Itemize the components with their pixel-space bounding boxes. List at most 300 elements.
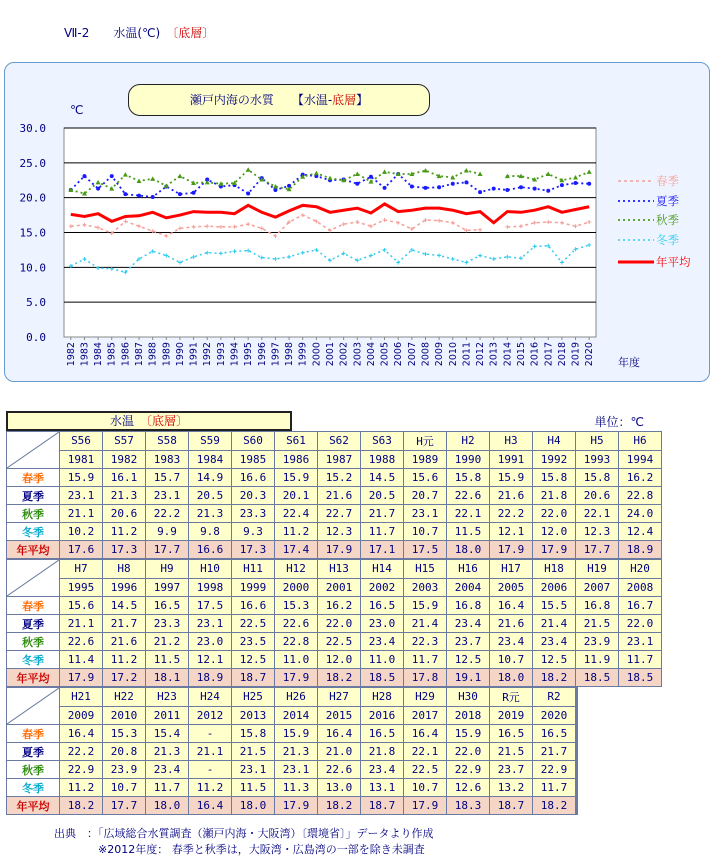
value-cell: 23.9 <box>103 761 146 779</box>
value-cell: 11.2 <box>103 651 146 669</box>
data-point-summer <box>437 185 441 189</box>
value-cell: 22.4 <box>275 505 318 523</box>
empty-cell <box>577 743 578 761</box>
era-header: S63 <box>361 432 404 451</box>
value-cell: 23.3 <box>146 615 189 633</box>
year-header: 2007 <box>576 578 619 597</box>
season-label: 年平均 <box>7 669 60 687</box>
value-cell: 22.7 <box>318 505 361 523</box>
x-tick-label: 1998 <box>284 342 296 367</box>
era-header: H29 <box>404 688 447 707</box>
year-header: 1988 <box>361 450 404 469</box>
value-cell: 15.9 <box>447 725 490 743</box>
value-cell: 20.1 <box>275 487 318 505</box>
value-cell: 18.5 <box>619 669 662 687</box>
value-cell: 22.6 <box>318 761 361 779</box>
season-label: 秋季 <box>7 505 60 523</box>
x-tick-label: 2018 <box>556 342 568 367</box>
value-cell: 21.8 <box>361 743 404 761</box>
data-point-summer <box>369 175 373 179</box>
value-cell: 17.2 <box>103 669 146 687</box>
value-cell: 12.3 <box>576 523 619 541</box>
value-cell: 15.6 <box>60 597 103 615</box>
value-cell: 18.1 <box>146 669 189 687</box>
source-note <box>54 826 434 858</box>
year-header: 2009 <box>60 706 103 725</box>
value-cell: 22.1 <box>576 505 619 523</box>
table-row <box>7 743 578 761</box>
data-table-block <box>6 559 662 687</box>
year-header: 1984 <box>189 450 232 469</box>
year-header: 2017 <box>404 706 447 725</box>
value-cell: 9.8 <box>189 523 232 541</box>
value-cell: 15.2 <box>318 469 361 487</box>
value-cell: 17.7 <box>146 541 189 559</box>
value-cell: 20.3 <box>232 487 275 505</box>
x-tick-label: 1991 <box>188 342 200 367</box>
value-cell: 9.9 <box>146 523 189 541</box>
x-tick-label: 2010 <box>447 342 459 367</box>
era-header: H17 <box>490 560 533 579</box>
value-cell: 22.5 <box>404 761 447 779</box>
value-cell: 21.1 <box>60 615 103 633</box>
table-row <box>7 651 662 669</box>
value-cell: 16.2 <box>619 469 662 487</box>
data-point-summer <box>505 188 509 192</box>
value-cell: 23.4 <box>361 633 404 651</box>
data-point-summer <box>246 191 250 195</box>
table-header <box>4 411 714 431</box>
value-cell: 20.6 <box>576 487 619 505</box>
value-cell: 23.0 <box>361 615 404 633</box>
table-row <box>7 615 662 633</box>
year-header: 2014 <box>275 706 318 725</box>
value-cell: 22.0 <box>318 615 361 633</box>
value-cell: 17.9 <box>60 669 103 687</box>
era-header: H2 <box>447 432 490 451</box>
value-cell: 18.0 <box>232 797 275 815</box>
value-cell: 13.1 <box>361 779 404 797</box>
value-cell: 15.9 <box>404 597 447 615</box>
x-tick-label: 2011 <box>461 342 473 367</box>
table-row <box>7 779 578 797</box>
era-header: H26 <box>275 688 318 707</box>
value-cell: 14.5 <box>103 597 146 615</box>
season-label: 年平均 <box>7 797 60 815</box>
era-header: H15 <box>404 560 447 579</box>
value-cell: 21.7 <box>533 743 576 761</box>
era-header: H元 <box>404 432 447 451</box>
x-tick-label: 1984 <box>93 342 105 367</box>
year-header: 2019 <box>490 706 533 725</box>
value-cell: 16.2 <box>318 597 361 615</box>
x-tick-label: 2008 <box>420 342 432 367</box>
value-cell: 11.2 <box>60 779 103 797</box>
value-cell: 16.8 <box>447 597 490 615</box>
page-title-main: Ⅶ-2 水温(℃) <box>64 26 173 40</box>
data-point-summer <box>383 186 387 190</box>
era-header: S61 <box>275 432 318 451</box>
value-cell: 23.1 <box>189 615 232 633</box>
value-cell: 15.8 <box>232 725 275 743</box>
legend-label-winter: 冬季 <box>656 233 679 247</box>
value-cell: 21.8 <box>533 487 576 505</box>
value-cell: 16.7 <box>619 597 662 615</box>
value-cell: 18.0 <box>490 669 533 687</box>
value-cell: 20.7 <box>404 487 447 505</box>
data-point-summer <box>151 195 155 199</box>
value-cell: 22.1 <box>404 743 447 761</box>
x-tick-label: 1982 <box>65 342 77 367</box>
value-cell: 21.1 <box>189 743 232 761</box>
value-cell: 23.7 <box>447 633 490 651</box>
value-cell: 16.6 <box>189 541 232 559</box>
value-cell: 12.3 <box>318 523 361 541</box>
value-cell: 23.5 <box>232 633 275 651</box>
year-header: 1991 <box>490 450 533 469</box>
value-cell: 10.7 <box>103 779 146 797</box>
year-header: 2010 <box>103 706 146 725</box>
data-point-summer <box>519 185 523 189</box>
value-cell: 22.6 <box>447 487 490 505</box>
data-tables <box>4 431 714 815</box>
data-point-summer <box>410 185 414 189</box>
value-cell: 15.5 <box>533 597 576 615</box>
data-point-summer <box>192 191 196 195</box>
legend-label-autumn: 秋季 <box>656 213 679 227</box>
x-tick-label: 1992 <box>202 342 214 367</box>
era-header: R2 <box>533 688 576 707</box>
value-cell: 23.4 <box>146 761 189 779</box>
x-tick-label: 2001 <box>325 342 336 367</box>
value-cell: 9.3 <box>232 523 275 541</box>
value-cell: 22.8 <box>275 633 318 651</box>
year-header: 2003 <box>404 578 447 597</box>
season-label: 春季 <box>7 725 60 743</box>
year-header: 2002 <box>361 578 404 597</box>
y-tick-label: 30.0 <box>19 122 46 135</box>
unit-label: 単位：℃ <box>594 415 644 429</box>
value-cell: 21.2 <box>146 633 189 651</box>
value-cell: 12.5 <box>232 651 275 669</box>
era-header: H30 <box>447 688 490 707</box>
value-cell: 22.6 <box>60 633 103 651</box>
value-cell: 20.6 <box>103 505 146 523</box>
data-point-summer <box>82 174 86 178</box>
value-cell: 21.6 <box>318 487 361 505</box>
year-header: 2012 <box>189 706 232 725</box>
era-header: H22 <box>103 688 146 707</box>
value-cell: 23.1 <box>60 487 103 505</box>
value-cell: 18.7 <box>490 797 533 815</box>
value-cell: 20.5 <box>361 487 404 505</box>
value-cell: 23.4 <box>361 761 404 779</box>
table-title <box>6 411 292 431</box>
era-header: H3 <box>490 432 533 451</box>
value-cell: 17.9 <box>275 669 318 687</box>
value-cell: 23.1 <box>275 761 318 779</box>
value-cell: 13.0 <box>318 779 361 797</box>
value-cell: 16.5 <box>361 725 404 743</box>
x-tick-label: 2020 <box>584 342 596 367</box>
value-cell: 17.9 <box>275 797 318 815</box>
year-header: 1997 <box>146 578 189 597</box>
year-header: 1994 <box>619 450 662 469</box>
era-header: H10 <box>189 560 232 579</box>
year-header: 2004 <box>447 578 490 597</box>
year-header: 1987 <box>318 450 361 469</box>
value-cell: 16.4 <box>318 725 361 743</box>
season-label: 秋季 <box>7 761 60 779</box>
data-point-summer <box>273 188 277 192</box>
x-tick-label: 1995 <box>243 342 255 367</box>
x-tick-label: 1997 <box>270 342 282 367</box>
y-axis-label: ℃ <box>70 103 84 117</box>
value-cell: 19.1 <box>447 669 490 687</box>
value-cell: 16.8 <box>576 597 619 615</box>
value-cell: 16.4 <box>490 597 533 615</box>
era-header: H9 <box>146 560 189 579</box>
data-table-section <box>4 411 714 815</box>
era-header: H5 <box>576 432 619 451</box>
x-tick-label: 1990 <box>174 342 186 367</box>
data-point-summer <box>478 190 482 194</box>
x-tick-label: 2016 <box>529 342 541 367</box>
era-header: H4 <box>533 432 576 451</box>
value-cell: 21.3 <box>103 487 146 505</box>
value-cell: 22.3 <box>404 633 447 651</box>
value-cell: 20.8 <box>103 743 146 761</box>
year-header: 2020 <box>533 706 576 725</box>
x-tick-label: 1996 <box>256 342 268 367</box>
era-header: H21 <box>60 688 103 707</box>
table-row <box>7 487 662 505</box>
era-header: H28 <box>361 688 404 707</box>
value-cell: 21.5 <box>490 743 533 761</box>
era-header: H13 <box>318 560 361 579</box>
season-label: 年平均 <box>7 541 60 559</box>
value-cell: 22.0 <box>619 615 662 633</box>
value-cell: 22.8 <box>619 487 662 505</box>
era-header: H14 <box>361 560 404 579</box>
value-cell: 24.0 <box>619 505 662 523</box>
x-tick-label: 2002 <box>338 342 350 367</box>
value-cell: 23.0 <box>189 633 232 651</box>
value-cell: 11.5 <box>232 779 275 797</box>
x-tick-label: 2014 <box>502 342 514 367</box>
data-point-summer <box>423 186 427 190</box>
value-cell: 23.4 <box>533 633 576 651</box>
year-header: 2013 <box>232 706 275 725</box>
table-row <box>7 669 662 687</box>
data-point-summer <box>123 192 127 196</box>
season-label: 冬季 <box>7 651 60 669</box>
data-point-summer <box>178 192 182 196</box>
value-cell: 16.5 <box>490 725 533 743</box>
empty-cell <box>577 761 578 779</box>
value-cell: 18.7 <box>361 797 404 815</box>
x-axis-label: 年度 <box>618 356 640 369</box>
value-cell: 12.0 <box>533 523 576 541</box>
value-cell: 21.5 <box>576 615 619 633</box>
value-cell: 23.3 <box>232 505 275 523</box>
x-tick-label: 2009 <box>434 342 446 367</box>
table-row <box>7 541 662 559</box>
value-cell: 10.7 <box>490 651 533 669</box>
season-label: 秋季 <box>7 633 60 651</box>
value-cell: 11.0 <box>361 651 404 669</box>
x-tick-label: 1985 <box>106 342 118 367</box>
value-cell: 10.2 <box>60 523 103 541</box>
table-row <box>7 761 578 779</box>
value-cell: 14.5 <box>361 469 404 487</box>
year-header: 1981 <box>60 450 103 469</box>
value-cell: 11.0 <box>275 651 318 669</box>
value-cell: 13.2 <box>490 779 533 797</box>
value-cell: 23.4 <box>447 615 490 633</box>
value-cell: 11.2 <box>189 779 232 797</box>
value-cell: 17.9 <box>490 541 533 559</box>
value-cell: 22.0 <box>447 743 490 761</box>
era-header: H23 <box>146 688 189 707</box>
value-cell: 11.2 <box>275 523 318 541</box>
value-cell: 21.4 <box>533 615 576 633</box>
year-header: 2015 <box>318 706 361 725</box>
x-tick-label: 2006 <box>393 342 405 367</box>
table-corner <box>7 688 60 725</box>
data-point-summer <box>96 187 100 191</box>
value-cell: 23.1 <box>146 487 189 505</box>
year-header: 2001 <box>318 578 361 597</box>
value-cell: 22.2 <box>490 505 533 523</box>
value-cell: 16.4 <box>404 725 447 743</box>
value-cell: 17.3 <box>103 541 146 559</box>
year-header: 2006 <box>533 578 576 597</box>
table-row <box>7 505 662 523</box>
value-cell: 18.2 <box>533 797 576 815</box>
value-cell: 18.3 <box>447 797 490 815</box>
year-header: 1998 <box>189 578 232 597</box>
value-cell: 15.3 <box>275 597 318 615</box>
value-cell: 18.0 <box>146 797 189 815</box>
value-cell: 21.7 <box>103 615 146 633</box>
value-cell: 15.7 <box>146 469 189 487</box>
year-header: 1995 <box>60 578 103 597</box>
empty-cell <box>577 706 578 725</box>
x-tick-label: 2012 <box>475 342 487 367</box>
x-tick-label: 2007 <box>406 342 418 367</box>
data-point-summer <box>546 189 550 193</box>
era-header: R元 <box>490 688 533 707</box>
value-cell: 18.2 <box>318 797 361 815</box>
value-cell: 15.4 <box>146 725 189 743</box>
value-cell: 22.1 <box>447 505 490 523</box>
x-tick-label: 1989 <box>161 342 173 367</box>
season-label: 夏季 <box>7 615 60 633</box>
year-header: 1989 <box>404 450 447 469</box>
value-cell: 15.3 <box>103 725 146 743</box>
year-header: 2018 <box>447 706 490 725</box>
x-tick-label: 1988 <box>147 342 159 367</box>
value-cell: 21.6 <box>490 615 533 633</box>
era-header: H25 <box>232 688 275 707</box>
year-header: 2016 <box>361 706 404 725</box>
year-header: 2000 <box>275 578 318 597</box>
x-tick-label: 1994 <box>229 342 241 367</box>
value-cell: 22.5 <box>318 633 361 651</box>
chart-title-main: 瀬戸内海の水質 【水温- <box>189 93 333 107</box>
value-cell: 16.4 <box>189 797 232 815</box>
value-cell: 15.9 <box>60 469 103 487</box>
table-row <box>7 725 578 743</box>
table-row <box>7 523 662 541</box>
value-cell: 23.1 <box>619 633 662 651</box>
era-header: S59 <box>189 432 232 451</box>
value-cell: 21.4 <box>404 615 447 633</box>
value-cell: 11.5 <box>146 651 189 669</box>
y-tick-label: 25.0 <box>19 156 46 170</box>
era-header: S62 <box>318 432 361 451</box>
value-cell: 18.9 <box>619 541 662 559</box>
value-cell: 18.0 <box>447 541 490 559</box>
value-cell: 16.5 <box>533 725 576 743</box>
chart-title-end: 】 <box>356 93 369 107</box>
value-cell: 15.8 <box>576 469 619 487</box>
value-cell: 16.5 <box>361 597 404 615</box>
value-cell: 23.4 <box>490 633 533 651</box>
x-tick-label: 2005 <box>379 342 391 367</box>
era-header: H20 <box>619 560 662 579</box>
value-cell: 22.2 <box>146 505 189 523</box>
x-tick-label: 2004 <box>365 342 377 367</box>
era-header: H11 <box>232 560 275 579</box>
value-cell: 18.9 <box>189 669 232 687</box>
value-cell: 23.1 <box>404 505 447 523</box>
value-cell: 15.8 <box>447 469 490 487</box>
table-row <box>7 597 662 615</box>
value-cell: 21.6 <box>103 633 146 651</box>
value-cell: 22.2 <box>60 743 103 761</box>
value-cell: 12.5 <box>533 651 576 669</box>
table-corner <box>7 560 60 597</box>
value-cell: 11.2 <box>103 523 146 541</box>
value-cell: 21.7 <box>361 505 404 523</box>
value-cell: 23.1 <box>232 761 275 779</box>
value-cell: 12.4 <box>619 523 662 541</box>
source-line: 出典 ：「広域総合水質調査（瀬戸内海・大阪湾）〔環境省〕」データより作成 <box>54 827 434 840</box>
value-cell: 23.7 <box>490 761 533 779</box>
value-cell: 16.4 <box>60 725 103 743</box>
value-cell: 14.9 <box>189 469 232 487</box>
era-header: H18 <box>533 560 576 579</box>
value-cell: 21.3 <box>189 505 232 523</box>
value-cell: 17.8 <box>404 669 447 687</box>
empty-cell <box>577 779 578 797</box>
value-cell: 22.9 <box>533 761 576 779</box>
value-cell: 21.5 <box>232 743 275 761</box>
value-cell: 10.7 <box>404 779 447 797</box>
x-tick-label: 2019 <box>570 342 582 367</box>
value-cell: 21.6 <box>490 487 533 505</box>
empty-cell <box>577 797 578 815</box>
data-point-summer <box>533 187 537 191</box>
value-cell: 17.7 <box>576 541 619 559</box>
value-cell: 15.8 <box>533 469 576 487</box>
value-cell: 17.4 <box>275 541 318 559</box>
value-cell: 17.6 <box>60 541 103 559</box>
x-tick-label: 2003 <box>352 342 364 367</box>
value-cell: 18.5 <box>361 669 404 687</box>
